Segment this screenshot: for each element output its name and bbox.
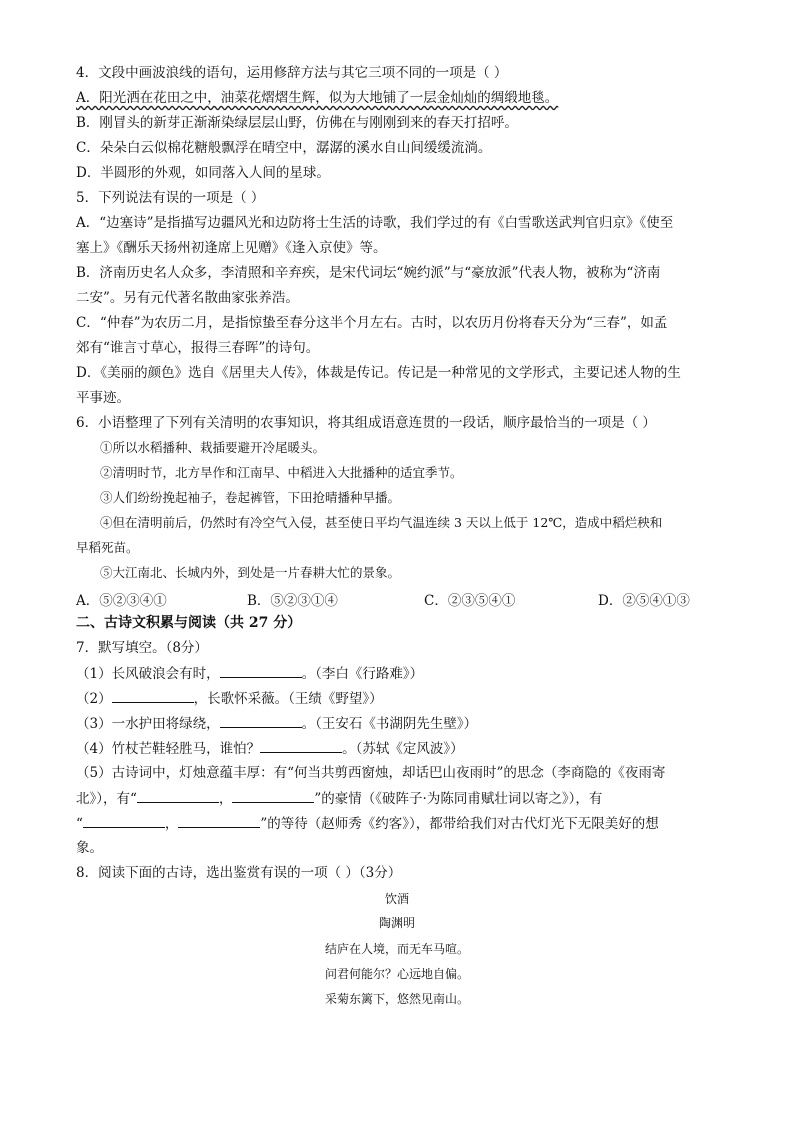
q7-item-3: [76, 714, 477, 733]
q7-item-5-line4: 象。: [76, 840, 103, 856]
q4-option-d: D．半圆形的外观，如同落入人间的星球。: [76, 165, 330, 181]
q7-item-5-line3-comma: ，: [164, 816, 179, 832]
q5-option-b-line2: 二安”。另有元代著名散曲家张养浩。: [76, 290, 299, 306]
q7-blank-5a[interactable]: [137, 789, 219, 803]
q7-blank-5b[interactable]: [232, 789, 314, 803]
q5-option-c-line1: C．“仲春”为农历二月，是指惊蛰至春分这半个月左右。古时，以农历月份将春天分为“三春”，如孟: [76, 315, 668, 331]
poem-line-2: 问君何能尔？心远地自偏。: [324, 967, 469, 981]
q5-option-d-line2: 平事迹。: [76, 390, 130, 406]
q7-item-2-suffix: ，长歌怀采薇。（王绩《野望》）: [193, 691, 383, 707]
poem-author: 陶渊明: [378, 916, 415, 930]
q7-item-5-line3-suffix: ”的等待（赵师秀《约客》），都带给我们对古代灯光下无限美好的想: [260, 816, 659, 832]
q7-item-4-suffix: 。（苏轼《定风波》）: [342, 741, 464, 757]
q7-stem: 7．默写填空。（8分）: [76, 640, 208, 656]
q4-stem: 4．文段中画波浪线的语句，运用修辞方法与其它三项不同的一项是（ ）: [76, 65, 508, 81]
q7-item-5-line3: [76, 814, 659, 833]
q7-item-5-line2-prefix: 北》），有“: [76, 791, 137, 807]
poem-title: 饮酒: [384, 892, 409, 906]
q5-option-d-line1: D．《美丽的颜色》选自《居里夫人传》，体裁是传记。传记是一种常见的文学形式，主要记述人物的生: [76, 365, 681, 381]
q7-item-2-prefix: （2）: [76, 691, 112, 707]
q7-item-5-line2-suffix: ”的豪情（《破阵子·为陈同甫赋壮词以寄之》），有: [314, 791, 603, 807]
q6-option-a: A．⑤②③④①: [76, 593, 167, 609]
q7-item-4: [76, 739, 464, 758]
q7-item-1-suffix: 。（李白《行路难》）: [301, 666, 424, 682]
q7-blank-3[interactable]: [220, 714, 302, 728]
q7-item-5-line2-comma: ，: [218, 791, 233, 807]
q7-item-5-line2: [76, 789, 602, 808]
q7-item-3-suffix: 。（王安石《书湖阴先生壁》）: [301, 716, 478, 732]
q7-item-2: [76, 689, 383, 708]
q7-item-5-line3-prefix: “: [76, 816, 83, 832]
q5-option-a-line1: A．“边塞诗”是指描写边疆风光和边防将士生活的诗歌，我们学过的有《白雪歌送武判官归京》《使至: [76, 215, 674, 231]
q7-blank-2[interactable]: [112, 689, 194, 703]
section-2-heading: 二、古诗文积累与阅读（共 27 分）: [76, 615, 302, 631]
q6-stem: 6．小语整理了下列有关清明的农事知识，将其组成语意连贯的一段话，顺序最恰当的一项是（ ）: [76, 415, 656, 431]
q6-sentence-3: ③人们纷纷挽起袖子，卷起裤管，下田抢晴播种早播。: [100, 490, 401, 505]
q6-option-c: C．②③⑤④①: [424, 593, 516, 609]
q5-option-a-line2: 塞上》《酬乐天扬州初逢席上见赠》《逢入京使》等。: [76, 240, 387, 256]
q4-option-c: C．朵朵白云似棉花糖般飘浮在晴空中，潺潺的溪水自山间缓缓流淌。: [76, 140, 492, 156]
q6-sentence-4-line2: 早稻死苗。: [76, 540, 139, 555]
poem-line-1: 结庐在人境，而无车马喧。: [324, 942, 469, 956]
q6-option-b: B．⑤②③①④: [247, 593, 338, 609]
q6-sentence-2: ②清明时节，北方旱作和江南早、中稻进入大批播种的适宜季节。: [100, 465, 463, 480]
q6-sentence-1: ①所以水稻播种、栽插要避开冷尾暖头。: [100, 440, 326, 455]
q4-option-a: [76, 89, 558, 107]
q5-option-c-line2: 郊有“谁言寸草心，报得三春晖”的诗句。: [76, 340, 320, 356]
q4-option-b: B．刚冒头的新芽正渐渐染绿层层山野，仿佛在与刚刚到来的春天打招呼。: [76, 115, 518, 131]
q7-blank-5c[interactable]: [83, 814, 165, 828]
q4-option-a-text: A．阳光洒在花田之中，油菜花熠熠生辉，似为大地铺了一层金灿灿的绸缎地毯。: [76, 90, 559, 106]
q6-sentence-4-line1: ④但在清明前后，仍然时有冷空气入侵，甚至使日平均气温连续 3 天以上低于 12℃，造成中稻烂秧和: [100, 515, 663, 530]
q7-blank-4[interactable]: [260, 739, 342, 753]
q7-item-5-line1: （5）古诗词中，灯烛意蕴丰厚：有“何当共剪西窗烛，却话巴山夜雨时”的思念（李商隐的《夜雨寄: [76, 765, 666, 781]
q7-blank-1[interactable]: [220, 664, 302, 678]
q7-blank-5d[interactable]: [178, 814, 260, 828]
q8-stem: 8．阅读下面的古诗，选出鉴赏有误的一项（ ）（3分）: [76, 865, 402, 881]
q7-item-1: [76, 664, 423, 683]
q5-stem: 5．下列说法有误的一项是（ ）: [76, 190, 265, 206]
q5-option-b-line1: B．济南历史名人众多，李清照和辛弃疾，是宋代词坛“婉约派”与“豪放派”代表人物，被称为“济南: [76, 265, 661, 281]
q6-option-d: D．②⑤④①③: [598, 593, 690, 609]
q7-item-3-prefix: （3）一水护田将绿绕，: [76, 716, 220, 732]
q7-item-4-prefix: （4）竹杖芒鞋轻胜马，谁怕？: [76, 741, 261, 757]
poem-line-3: 采菊东篱下，悠然见南山。: [324, 992, 469, 1006]
q7-item-1-prefix: （1）长风破浪会有时，: [76, 666, 220, 682]
q6-sentence-5: ⑤大江南北、长城内外，到处是一片春耕大忙的景象。: [100, 565, 401, 580]
